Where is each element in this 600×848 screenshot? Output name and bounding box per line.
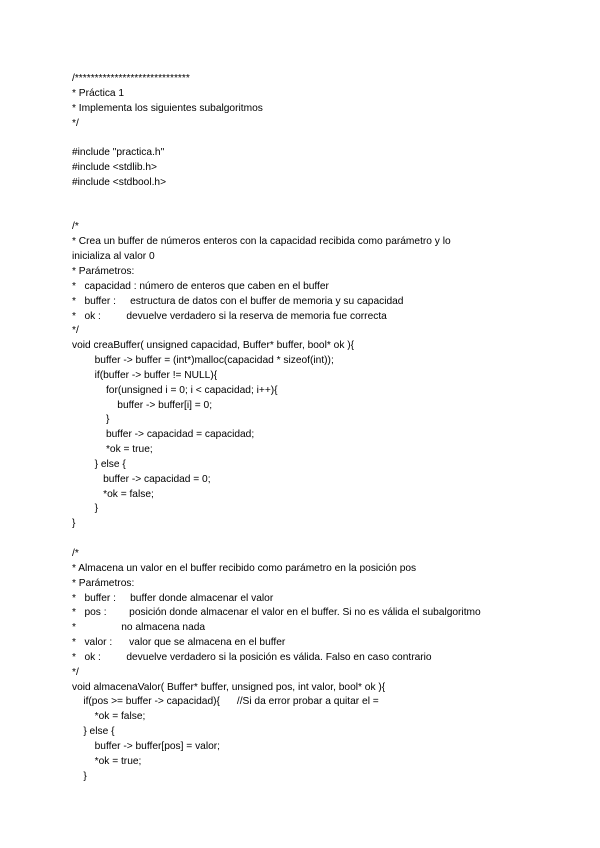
code-line: buffer -> capacidad = capacidad;: [72, 429, 255, 441]
comment-line: * ok : devuelve verdadero si la posición es válida. Falso en caso contrario: [72, 651, 432, 663]
comment-line: /*: [72, 548, 79, 559]
comment-line: * ok : devuelve verdadero si la reserva de memoria fue correcta: [72, 310, 387, 322]
comment-line: /*: [72, 221, 79, 233]
include-line: #include <stdbool.h>: [72, 176, 167, 188]
comment-line: /*****************************: [72, 73, 190, 84]
comment-line: * buffer : estructura de datos con el buffer de memoria y su capacidad: [72, 295, 404, 307]
comment-line: * Parámetros:: [72, 265, 135, 277]
comment-line: */: [72, 117, 79, 129]
code-line: void creaBuffer( unsigned capacidad, Buffer* buffer, bool* ok ){: [72, 340, 355, 352]
comment-line: */: [72, 666, 79, 678]
code-line: *ok = false;: [72, 488, 154, 500]
code-line: }: [72, 770, 87, 782]
blank-line: [72, 532, 572, 547]
code-line: if(pos >= buffer -> capacidad){ //Si da error probar a quitar el =: [72, 696, 379, 708]
comment-line: * valor : valor que se almacena en el buffer: [72, 637, 286, 649]
code-line: buffer -> buffer[pos] = valor;: [72, 740, 220, 752]
code-line: *ok = true;: [72, 444, 153, 456]
code-document: [72, 72, 572, 785]
code-line: }: [72, 518, 76, 530]
comment-line: * Parámetros:: [72, 577, 135, 589]
comment-line: inicializa al valor 0: [72, 251, 155, 263]
comment-line: * Almacena un valor en el buffer recibido como parámetro en la posición pos: [72, 562, 417, 574]
code-line: for(unsigned i = 0; i < capacidad; i++){: [72, 384, 278, 396]
comment-line: * no almacena nada: [72, 622, 206, 634]
code-line: buffer -> buffer = (int*)malloc(capacidad * sizeof(int));: [72, 355, 334, 367]
comment-line: * capacidad : número de enteros que caben en el buffer: [72, 280, 329, 292]
include-line: #include "practica.h": [72, 147, 165, 159]
comment-line: * Implementa los siguientes subalgoritmos: [72, 102, 263, 114]
code-line: buffer -> buffer[i] = 0;: [72, 399, 213, 411]
include-line: #include <stdlib.h>: [72, 162, 157, 174]
code-line: }: [72, 503, 99, 515]
code-line: buffer -> capacidad = 0;: [72, 473, 211, 485]
comment-line: * Crea un buffer de números enteros con la capacidad recibida como parámetro y lo: [72, 236, 451, 248]
comment-line: * Práctica 1: [72, 87, 125, 99]
comment-line: */: [72, 325, 79, 337]
code-line: }: [72, 414, 110, 426]
comment-line: * buffer : buffer donde almacenar el valor: [72, 592, 274, 604]
code-line: *ok = false;: [72, 711, 146, 723]
blank-line: [72, 191, 572, 206]
code-line: *ok = true;: [72, 755, 142, 767]
code-line: } else {: [72, 458, 126, 470]
blank-line: [72, 206, 572, 221]
code-line: void almacenaValor( Buffer* buffer, unsigned pos, int valor, bool* ok ){: [72, 681, 386, 693]
code-line: if(buffer -> buffer != NULL){: [72, 369, 218, 381]
blank-line: [72, 131, 572, 146]
comment-line: * pos : posición donde almacenar el valor en el buffer. Si no es válida el subalgoritmo: [72, 607, 481, 619]
code-line: } else {: [72, 726, 115, 738]
